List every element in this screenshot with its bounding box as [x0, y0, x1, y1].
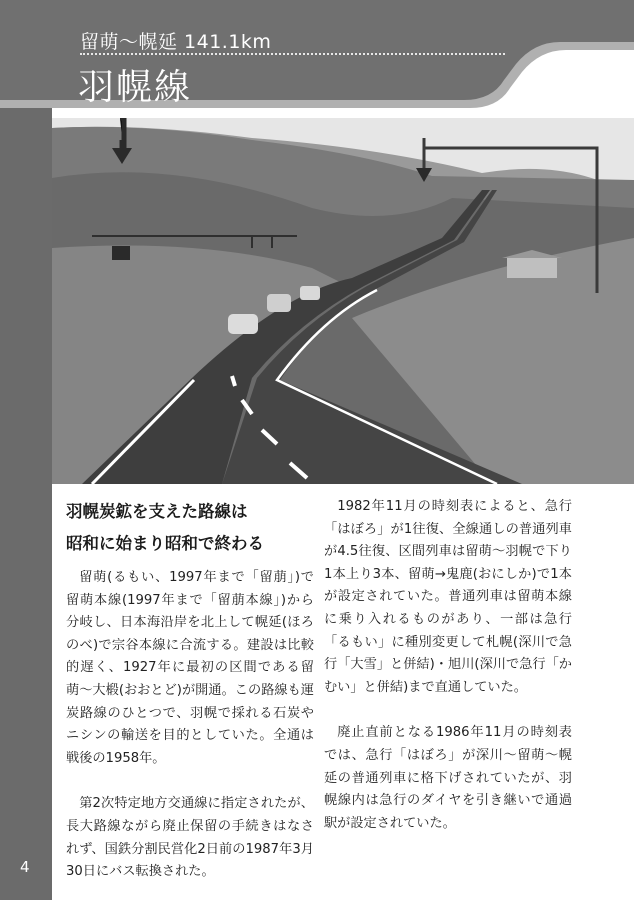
body-paragraph: 留萌(るもい、1997年まで「留萠」)で留萌本線(1997年まで「留萠本線」)から分岐し、日本海沿岸を北上して幌延(ほろのべ)で宗谷本線に合流する。建設は比較的遅く、1927年に最初の区間である留萌〜大椴(おおとど)が開通。この路線も運炭路線のひとつで、羽幌で採れる石炭やニシンの輸送を目的としていた。全通は戦後の1958年。	[66, 570, 314, 766]
article-left-column	[66, 496, 314, 907]
article-right-column	[324, 496, 572, 858]
line-title: 羽幌線	[78, 67, 193, 108]
body-paragraph: 第2次特定地方交通線に指定されたが、長大路線ながら廃止保留の手続きはなされず、国鉄分割民営化2日前の1987年3月30日にバス転換された。	[66, 796, 314, 880]
body-paragraph: 廃止直前となる1986年11月の時刻表では、急行「はぼろ」が深川〜留萌〜幌延の普通列車に格下げされていたが、羽幌線内は急行のダイヤを引き継いで通過駅が設定されていた。	[324, 725, 572, 831]
body-paragraph: 1982年11月の時刻表によると、急行「はぼろ」が1往復、全線通しの普通列車が4.5往復、区間列車は留萌〜羽幌で下り1本上り3本、留萌→鬼鹿(おにしか)で1本が設定されていた。普通列車は留萌本線に乗り入れるものがあり、一部は急行「るもい」に種別変更して札幌(深川で急行「大雪」と併結)・旭川(深川で急行「かむい」と併結)まで直通していた。	[324, 499, 572, 695]
page-number: 4	[20, 858, 30, 876]
left-sidebar-band	[0, 0, 52, 900]
dotted-divider	[80, 53, 505, 55]
route-distance: 留萌〜幌延 141.1km	[80, 31, 272, 53]
article-heading	[66, 496, 314, 560]
rural-road-photo-icon	[52, 118, 634, 484]
page-header	[0, 0, 634, 118]
rural-road-photo	[52, 118, 634, 484]
heading-line-2: 昭和に始まり昭和で終わる	[66, 534, 264, 553]
heading-line-1: 羽幌炭鉱を支えた路線は	[66, 502, 248, 521]
